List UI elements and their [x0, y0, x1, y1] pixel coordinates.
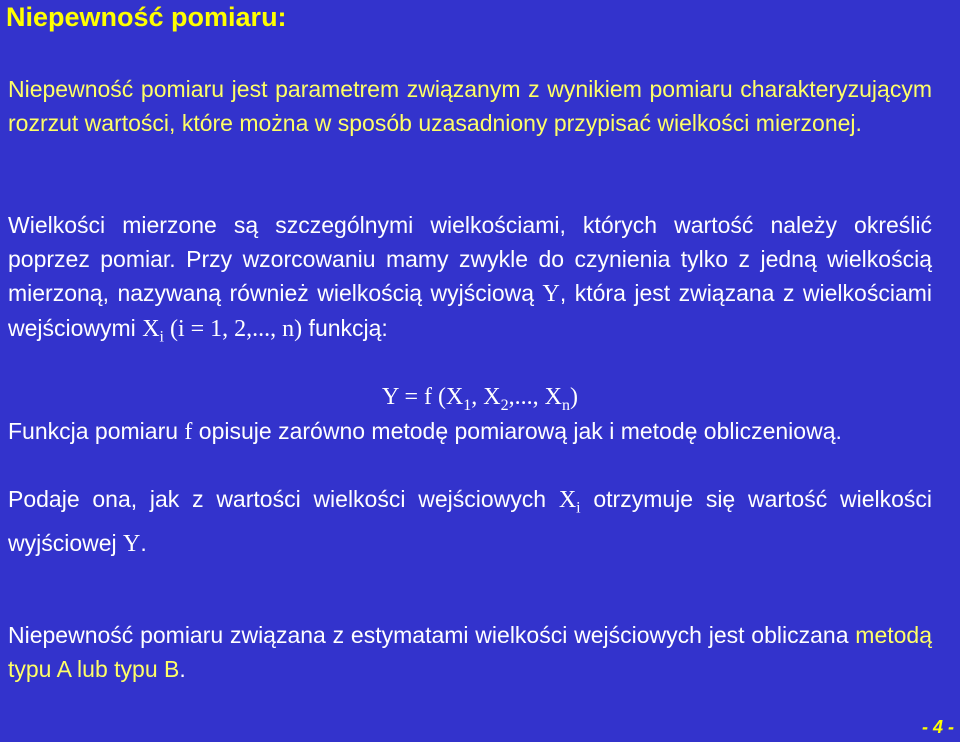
derivation-text-a: Podaje ona, jak z wartości wielkości wejściowych — [8, 486, 559, 512]
formula-sub-2: 2 — [500, 396, 509, 414]
formula-end: ) — [569, 384, 578, 410]
formula-sub-n: n — [561, 396, 570, 414]
index-range: (i = 1, 2,..., n) — [163, 316, 303, 342]
quantities-text-a: Wielkości mierzone są szczególnymi wielkościami, których wartość należy określić poprzez pomiar. Przy wzorcowaniu mamy zwykle do czynienia tylko z jedną wielkością mierzoną, nazywaną również wielkością wyjściową — [8, 212, 932, 306]
output-symbol-y: Y — [542, 281, 560, 307]
quantities-text-b: , która jest związana z wielkościami wejściowymi — [8, 280, 933, 341]
derivation-symbol-index: i — [576, 499, 581, 517]
quantities-text-c: funkcją: — [302, 315, 388, 341]
function-text-b: opisuje zarówno metodę pomiarową jak i metodę obliczeniową. — [192, 418, 842, 444]
method-text-b: . — [179, 656, 186, 682]
function-text-a: Funkcja pomiaru — [8, 418, 185, 444]
formula-mid-1: , X — [471, 384, 501, 410]
derivation-symbol-y: Y — [123, 530, 141, 557]
uncertainty-method-paragraph — [8, 618, 932, 686]
input-symbol-index: i — [159, 328, 164, 346]
formula-sub-1: 1 — [463, 396, 472, 414]
quantities-paragraph — [8, 208, 932, 355]
page-number: - 4 - — [921, 717, 954, 737]
method-highlight: metodą typu A lub typu B — [8, 622, 932, 682]
function-description-paragraph — [8, 414, 932, 449]
derivation-text-b: otrzymuje się wartość wielkości wyjściowej — [8, 486, 933, 556]
function-symbol-f: f — [184, 419, 193, 445]
formula-lhs: Y = f (X — [382, 384, 464, 410]
formula-mid-2: ,..., X — [508, 384, 562, 410]
slide-title: Niepewność pomiaru: — [6, 2, 287, 32]
derivation-symbol-x: X — [558, 487, 577, 513]
definition-paragraph: Niepewność pomiaru jest parametrem związanym z wynikiem pomiaru charakteryzującym rozrzut wartości, które można w sposób uzasadniony przypisać wielkości mierzonej. — [8, 76, 932, 136]
output-derivation-paragraph — [8, 482, 932, 561]
method-text-a: Niepewność pomiaru związana z estymatami wielkości wejściowych jest obliczana — [8, 622, 856, 648]
input-symbol-x: X — [142, 316, 160, 342]
derivation-text-c: . — [140, 529, 147, 556]
